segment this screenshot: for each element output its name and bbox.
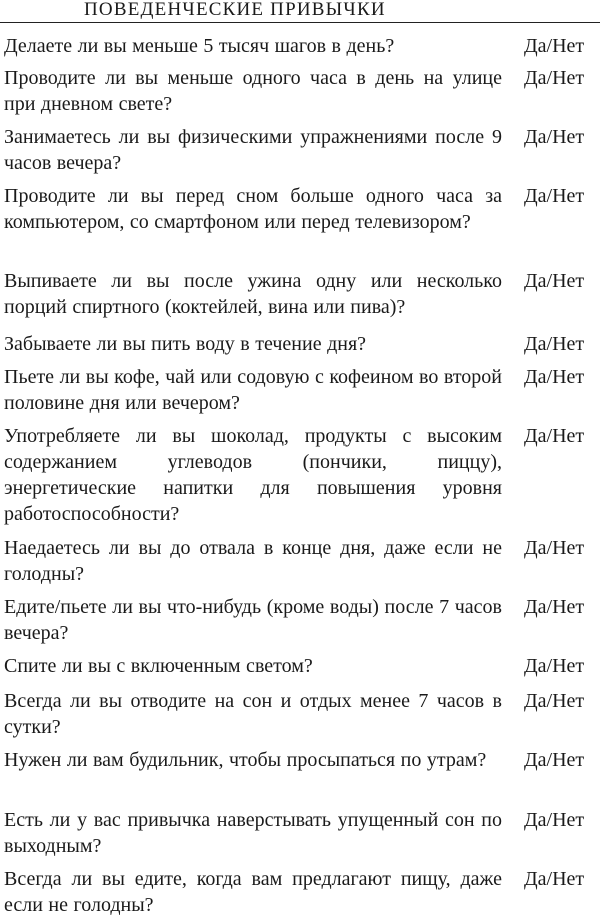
answer-text: Да/Нет [524, 868, 585, 890]
question-text: Делаете ли вы меньше 5 тысяч шагов в день? [4, 35, 395, 57]
answer-text: Да/Нет [524, 366, 585, 388]
answer-text: Да/Нет [524, 809, 585, 831]
question-text: Всегда ли вы едите, когда вам предлагают пищу, даже если не голодны? [4, 868, 502, 916]
question-text: Употребляете ли вы шоколад, продукты с высоким содержанием углеводов (пончики, пиццу), энергетические напитки для повышения уровня работоспособности? [4, 425, 502, 525]
answer-text: Да/Нет [524, 655, 585, 677]
page-title: ПОВЕДЕНЧЕСКИЕ ПРИВЫЧКИ [84, 0, 386, 20]
question-text: Едите/пьете ли вы что-нибудь (кроме воды) после 7 часов вечера? [4, 596, 502, 644]
question-text: Нужен ли вам будильник, чтобы просыпаться по утрам? [4, 749, 487, 771]
question-text: Проводите ли вы перед сном больше одного часа за компьютером, со смартфоном или перед телевизором? [4, 185, 502, 233]
question-text: Всегда ли вы отводите на сон и отдых менее 7 часов в сутки? [4, 690, 502, 738]
question-text: Пьете ли вы кофе, чай или содовую с кофеином во второй половине дня или вечером? [4, 366, 502, 414]
answer-text: Да/Нет [524, 749, 585, 771]
answer-text: Да/Нет [524, 690, 585, 712]
answer-text: Да/Нет [524, 126, 585, 148]
answer-text: Да/Нет [524, 425, 585, 447]
question-text: Забываете ли вы пить воду в течение дня? [4, 333, 367, 355]
answer-text: Да/Нет [524, 270, 585, 292]
answer-text: Да/Нет [524, 333, 585, 355]
answer-text: Да/Нет [524, 185, 585, 207]
question-text: Выпиваете ли вы после ужина одну или несколько порций спиртного (коктейлей, вина или пива)? [4, 270, 502, 318]
answer-text: Да/Нет [524, 67, 585, 89]
question-text: Спите ли вы с включенным светом? [4, 655, 313, 677]
question-text: Занимаетесь ли вы физическими упражнениями после 9 часов вечера? [4, 126, 502, 174]
answer-text: Да/Нет [524, 537, 585, 559]
answer-text: Да/Нет [524, 596, 585, 618]
question-text: Наедаетесь ли вы до отвала в конце дня, даже если не голодны? [4, 537, 502, 585]
question-text: Есть ли у вас привычка наверстывать упущенный сон по выходным? [4, 809, 502, 857]
question-text: Проводите ли вы меньше одного часа в день на улице при дневном свете? [4, 67, 502, 115]
page-header [0, 0, 600, 23]
answer-text: Да/Нет [524, 35, 585, 57]
